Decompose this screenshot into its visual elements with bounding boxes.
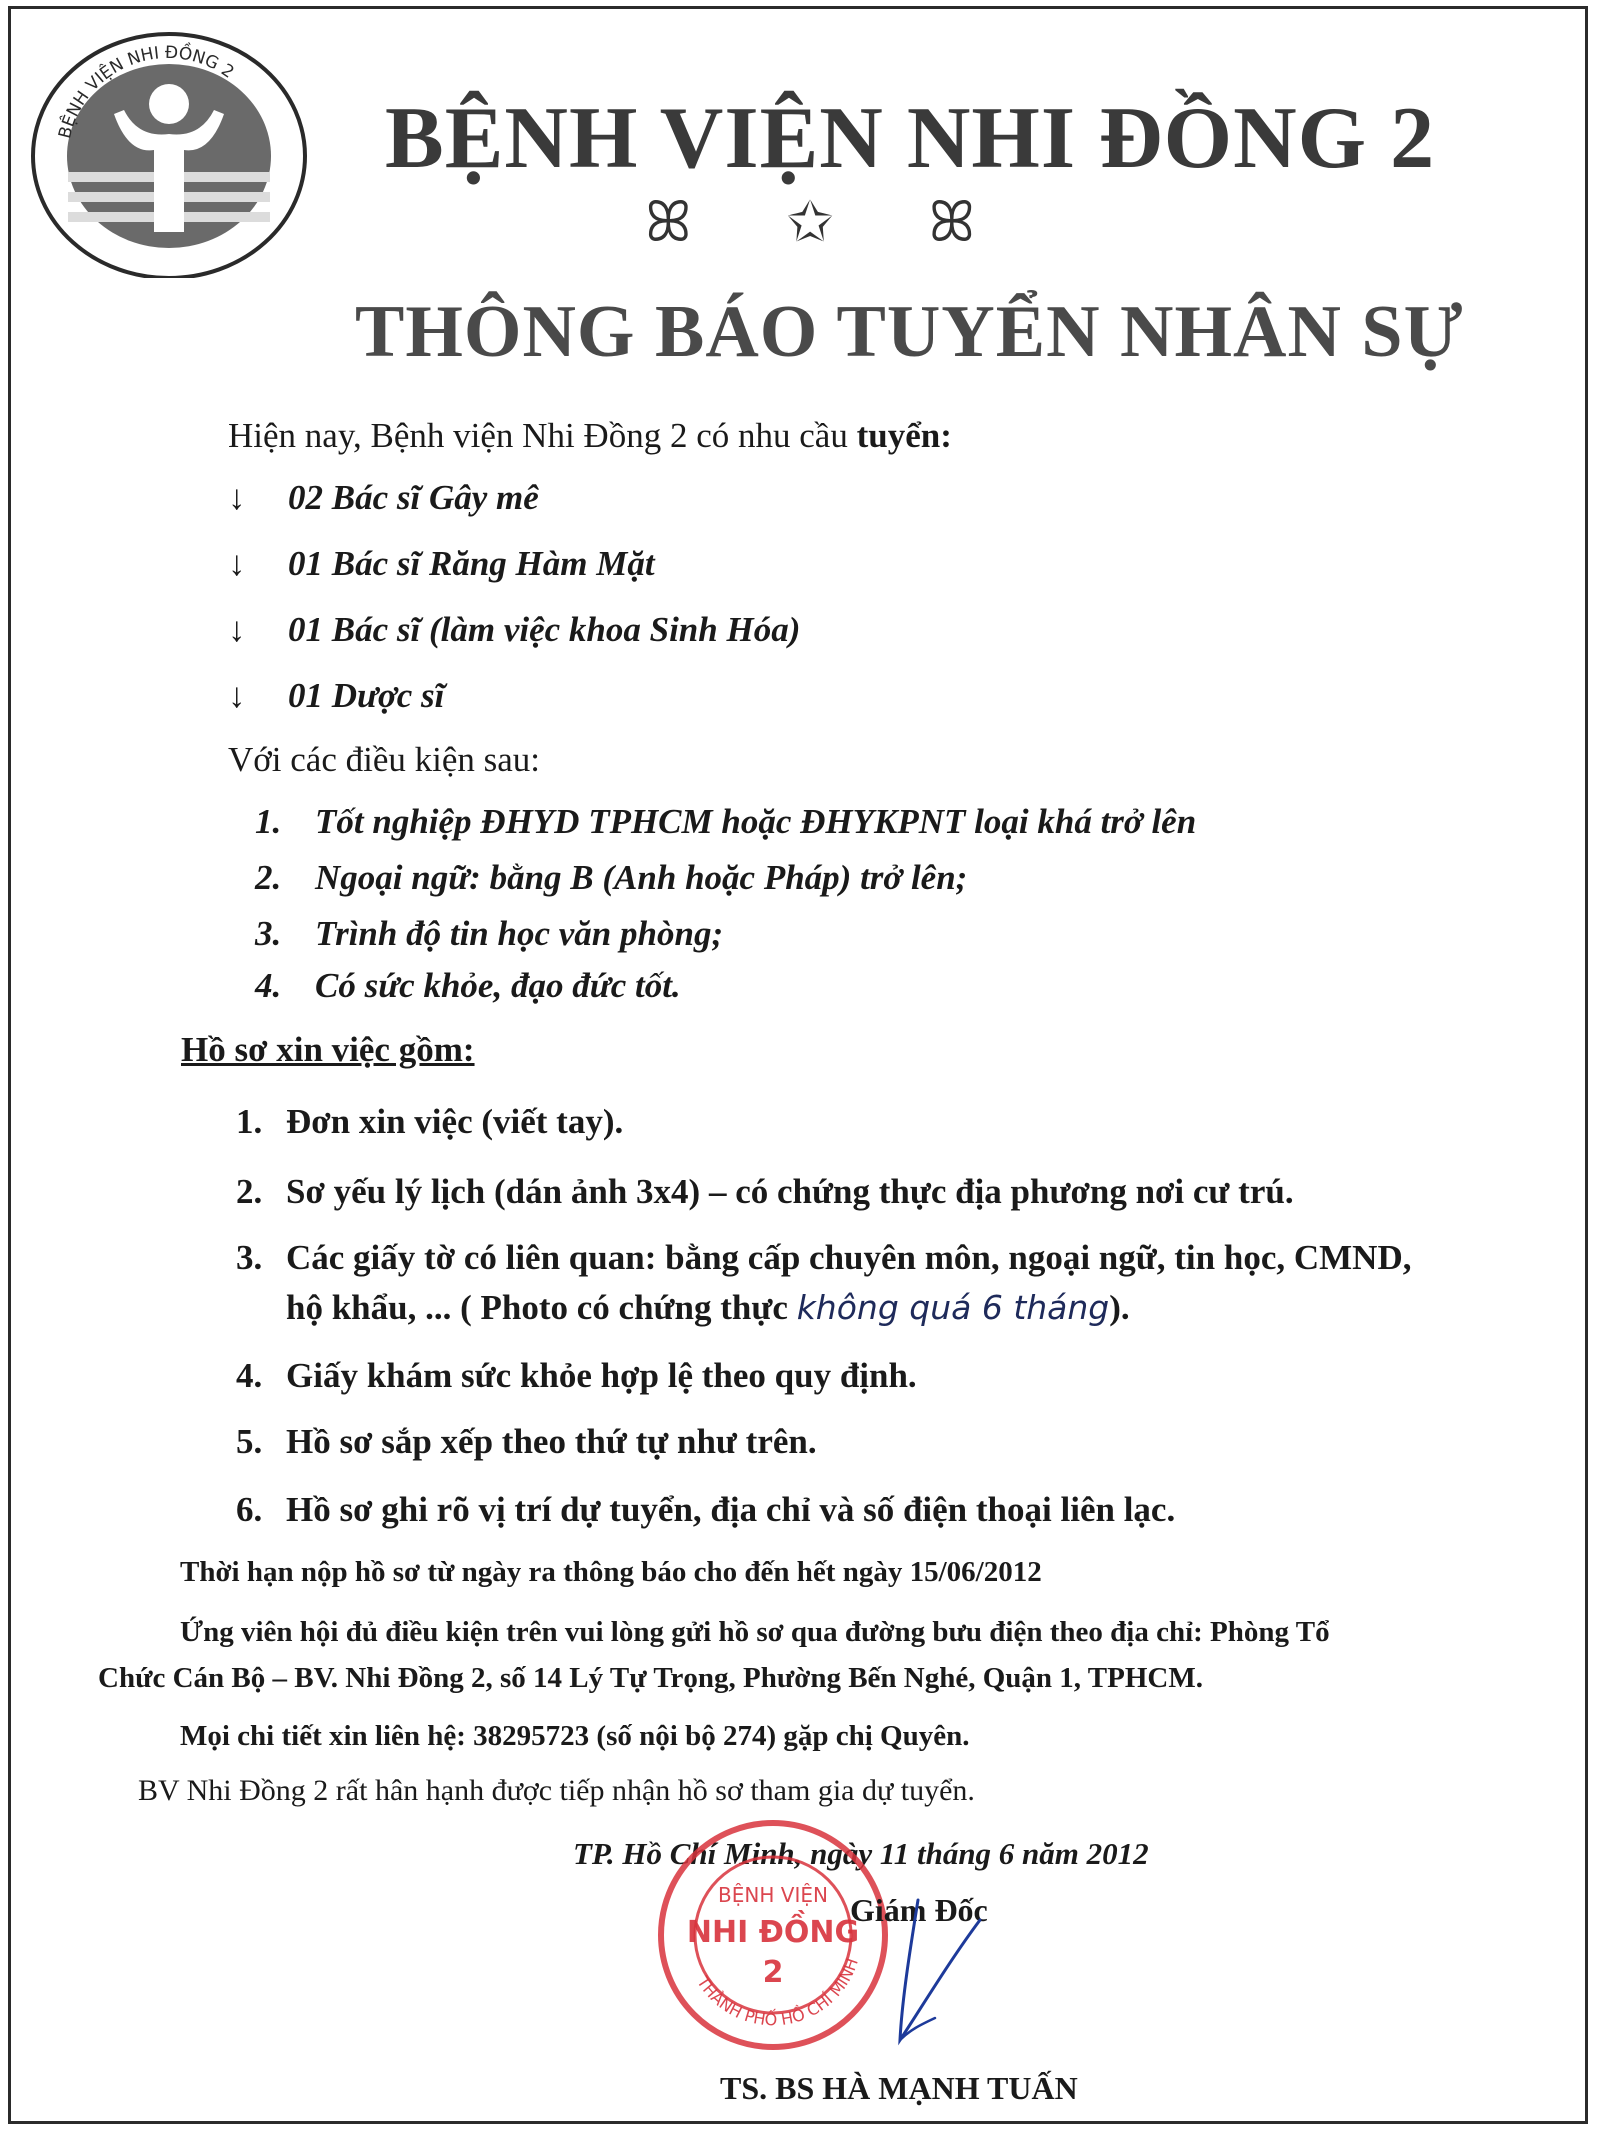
- condition-item: [255, 914, 723, 954]
- document-text: ).: [1109, 1288, 1130, 1327]
- position-item: [228, 676, 444, 716]
- notice-title: THÔNG BÁO TUYỂN NHÂN SỰ: [355, 291, 1464, 373]
- document-number: 4.: [236, 1356, 263, 1395]
- signer-role: Giám Đốc: [850, 1892, 988, 1928]
- stamp-ring-text: THÀNH PHỐ HỒ CHÍ MINH: [693, 1955, 862, 2030]
- document-text: Sơ yếu lý lịch (dán ảnh 3x4) – có chứng thực địa phương nơi cư trú.: [286, 1172, 1294, 1211]
- stamp-text: BỆNH VIỆN: [718, 1883, 828, 1907]
- position-item: [228, 544, 655, 584]
- stamp-text: NHI ĐỒNG: [686, 1915, 860, 1950]
- position-item: [228, 610, 800, 650]
- document-item: [236, 1102, 623, 1142]
- condition-text: Tốt nghiệp ĐHYD TPHCM hoặc ĐHYKPNT loại khá trở lên: [315, 802, 1197, 841]
- condition-number: 3.: [255, 914, 282, 953]
- document-number: 3.: [236, 1238, 263, 1277]
- closing-text: BV Nhi Đồng 2 rất hân hạnh được tiếp nhận hồ sơ tham gia dự tuyển.: [138, 1774, 975, 1807]
- contact-text: Mọi chi tiết xin liên hệ: 38295723 (số nội bộ 274) gặp chị Quyên.: [180, 1720, 970, 1752]
- intro-text-plain: Hiện nay, Bệnh viện Nhi Đồng 2 có nhu cầu: [228, 416, 857, 455]
- document-item: [236, 1490, 1175, 1530]
- address-line-2: Chức Cán Bộ – BV. Nhi Đồng 2, số 14 Lý Tự Trọng, Phường Bến Nghé, Quận 1, TPHCM.: [98, 1662, 1203, 1694]
- signing-date: TP. Hồ Chí Minh, ngày 11 tháng 6 năm 2012: [573, 1836, 1149, 1871]
- address-line-1: Ứng viên hội đủ điều kiện trên vui lòng gửi hồ sơ qua đường bưu điện theo địa chỉ: Phòng Tổ: [180, 1616, 1330, 1648]
- condition-number: 2.: [255, 858, 282, 897]
- document-text: Các giấy tờ có liên quan: bằng cấp chuyên môn, ngoại ngữ, tin học, CMND,: [286, 1238, 1412, 1277]
- document-item: [236, 1238, 1412, 1278]
- document-text: Hồ sơ ghi rõ vị trí dự tuyển, địa chỉ và số điện thoại liên lạc.: [286, 1490, 1176, 1529]
- condition-number: 1.: [255, 802, 282, 841]
- flourish-right-icon: ꕤ: [928, 192, 976, 254]
- down-arrow-icon: ↓: [228, 478, 246, 517]
- official-stamp: [648, 1810, 898, 2060]
- down-arrow-icon: ↓: [228, 544, 246, 583]
- condition-item: [255, 802, 1196, 842]
- condition-item: [255, 966, 681, 1006]
- position-label: 01 Bác sĩ (làm việc khoa Sinh Hóa): [288, 610, 801, 649]
- hospital-name: BỆNH VIỆN NHI ĐỒNG 2: [385, 90, 1436, 187]
- document-item: [236, 1356, 917, 1396]
- deadline-text: Thời hạn nộp hồ sơ từ ngày ra thông báo cho đến hết ngày 15/06/2012: [180, 1556, 1042, 1588]
- condition-number: 4.: [255, 966, 282, 1005]
- document-number: 6.: [236, 1490, 263, 1529]
- down-arrow-icon: ↓: [228, 676, 246, 715]
- document-text: Đơn xin việc (viết tay).: [286, 1102, 624, 1141]
- position-item: [228, 478, 539, 518]
- intro-text: [228, 416, 952, 456]
- document-item-continuation: [286, 1288, 1130, 1328]
- condition-text: Trình độ tin học văn phòng;: [315, 914, 724, 953]
- header-ornament: [645, 190, 1070, 256]
- condition-text: Có sức khỏe, đạo đức tốt.: [315, 966, 681, 1005]
- document-text: Hồ sơ sắp xếp theo thứ tự như trên.: [286, 1422, 817, 1461]
- signer-name: TS. BS HÀ MẠNH TUẤN: [720, 2070, 1078, 2106]
- document-number: 2.: [236, 1172, 263, 1211]
- document-item: [236, 1172, 1294, 1212]
- star-icon: ✩: [786, 192, 834, 254]
- handwritten-note: không quá 6 tháng: [796, 1288, 1110, 1327]
- document-text: hộ khẩu, ... ( Photo có chứng thực: [286, 1288, 797, 1327]
- condition-text: Ngoại ngữ: bằng B (Anh hoặc Pháp) trở lên;: [315, 858, 968, 897]
- position-label: 01 Dược sĩ: [288, 676, 445, 715]
- position-label: 02 Bác sĩ Gây mê: [288, 478, 539, 517]
- document-number: 1.: [236, 1102, 263, 1141]
- position-label: 01 Bác sĩ Răng Hàm Mặt: [288, 544, 655, 583]
- flourish-left-icon: ꕤ: [645, 192, 692, 254]
- conditions-intro: Với các điều kiện sau:: [228, 740, 541, 779]
- signature: [880, 1890, 990, 2060]
- document-text: Giấy khám sức khỏe hợp lệ theo quy định.: [286, 1356, 917, 1395]
- stamp-text: 2: [762, 1955, 784, 1990]
- document-item: [236, 1422, 817, 1462]
- logo-ring-text: BỆNH VIỆN NHI ĐỒNG 2: [55, 42, 238, 141]
- down-arrow-icon: ↓: [228, 610, 246, 649]
- document-number: 5.: [236, 1422, 263, 1461]
- intro-text-bold: tuyển:: [856, 416, 952, 455]
- hospital-logo: [28, 26, 310, 278]
- condition-item: [255, 858, 967, 898]
- documents-title: Hồ sơ xin việc gồm:: [181, 1030, 475, 1069]
